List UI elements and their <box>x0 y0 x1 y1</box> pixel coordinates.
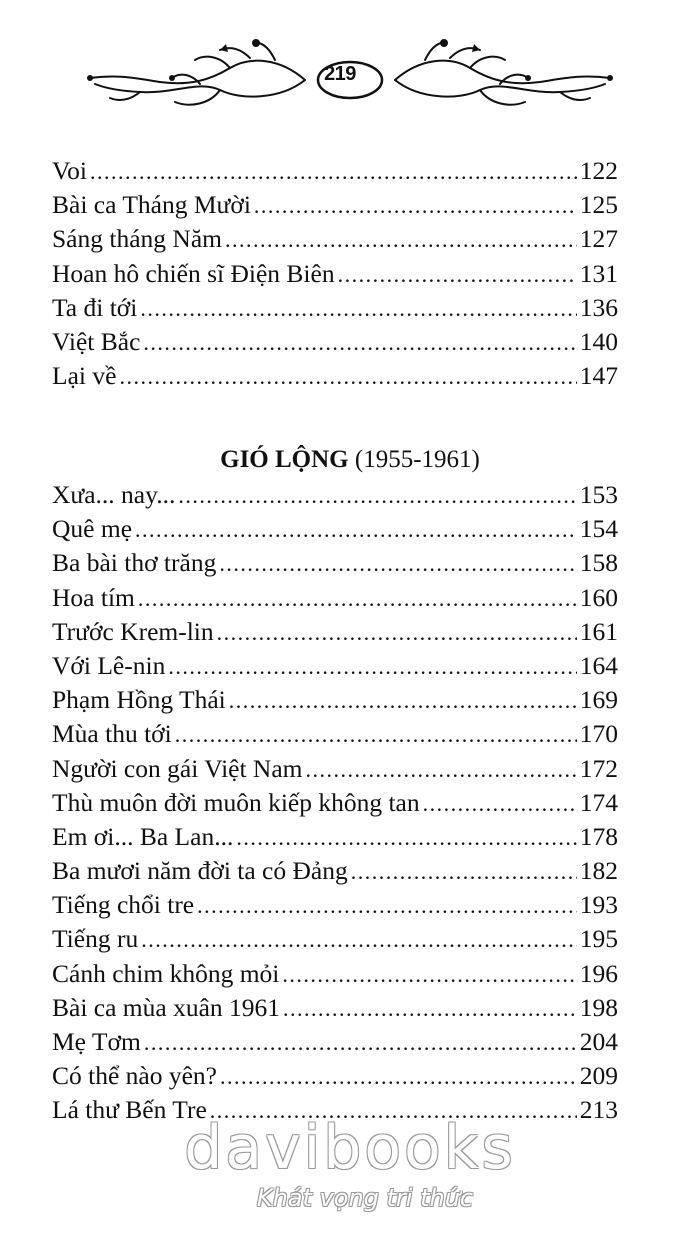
toc-entry-page: 158 <box>579 548 618 578</box>
toc-entry-page: 131 <box>579 258 618 288</box>
toc-entry-page: 182 <box>579 856 618 886</box>
toc-entry <box>52 991 618 1025</box>
toc-entry-page: 160 <box>579 582 618 612</box>
toc-entry <box>52 222 618 256</box>
section-years: (1955-1961) <box>354 446 480 473</box>
toc-entry-page: 198 <box>579 992 618 1022</box>
dot-leader <box>144 1026 577 1060</box>
toc-entry-title: Với Lê-nin <box>52 650 166 680</box>
dot-leader <box>90 155 577 189</box>
toc-entry-page: 169 <box>579 685 618 715</box>
toc-entry <box>52 820 618 854</box>
toc-entry-page: 125 <box>579 190 618 220</box>
dot-leader <box>236 821 576 855</box>
toc-entry <box>52 359 618 393</box>
dot-leader <box>338 258 577 292</box>
toc-entry-page: 193 <box>579 890 618 920</box>
toc-entry-page: 209 <box>579 1061 618 1091</box>
toc-entry <box>52 957 618 991</box>
toc-entry-page: 164 <box>579 650 618 680</box>
dot-leader <box>225 223 577 257</box>
toc-entry-title: Ba bài thơ trăng <box>52 548 217 578</box>
toc-entry <box>52 615 618 649</box>
toc-entry-title: Bài ca Tháng Mười <box>52 190 251 220</box>
toc-entry-title: Tiếng chổi tre <box>52 890 195 920</box>
toc-entry <box>52 512 618 546</box>
dot-leader <box>140 292 576 326</box>
toc-entry-title: Người con gái Việt Nam <box>52 753 303 783</box>
toc-entry-page: 170 <box>579 719 618 749</box>
toc-entry <box>52 188 618 222</box>
dot-leader <box>254 189 577 223</box>
toc-entry-title: Cánh chim không mỏi <box>52 958 280 988</box>
toc-entry-title: Lại về <box>52 361 117 391</box>
dot-leader <box>119 360 576 394</box>
toc-entry-title: Voi <box>52 156 87 185</box>
dot-leader <box>175 718 577 752</box>
dot-leader <box>283 992 577 1026</box>
toc-entry-page: 174 <box>579 787 618 817</box>
toc-entry <box>52 291 618 325</box>
dot-leader <box>141 923 577 957</box>
toc-entry-title: Hoan hô chiến sĩ Điện Biên <box>52 258 335 288</box>
toc-entry-title: Lá thư Bến Tre <box>52 1095 207 1125</box>
toc-entry-title: Tiếng ru <box>52 924 139 954</box>
dot-leader <box>197 889 577 923</box>
toc-entry <box>52 683 618 717</box>
toc-entry-page: 204 <box>579 1027 618 1056</box>
toc-entry-title: Mùa thu tới <box>52 719 172 749</box>
toc-entry-title: Xưa... nay... <box>52 480 176 509</box>
toc-entry-page: 178 <box>579 821 618 851</box>
toc-entry <box>52 717 618 751</box>
dot-leader <box>220 1060 577 1094</box>
toc-entry <box>52 478 618 512</box>
toc-entry <box>52 752 618 786</box>
toc-entry-page: 136 <box>579 292 618 322</box>
toc-entry <box>52 786 618 820</box>
toc-entry <box>52 888 618 922</box>
dot-leader <box>217 616 577 650</box>
toc-entry-title: Phạm Hồng Thái <box>52 685 226 715</box>
toc-entry <box>52 581 618 615</box>
dot-leader <box>168 650 576 684</box>
toc-entry-title: Ba mươi năm đời ta có Đảng <box>52 856 348 886</box>
toc-entry-title: Sáng tháng Năm <box>52 224 222 254</box>
dot-leader <box>229 684 577 718</box>
watermark-slogan: Khát vọng tri thức <box>256 1184 474 1212</box>
dot-leader <box>135 513 577 547</box>
watermark <box>150 1113 550 1212</box>
toc-entry-title: Có thể nào yên? <box>52 1061 217 1091</box>
toc-entry-page: 140 <box>579 326 618 356</box>
page-number: 219 <box>324 63 356 85</box>
toc-entry-title: Trước Krem-lin <box>52 616 214 646</box>
dot-leader <box>351 855 577 889</box>
dot-leader <box>306 753 577 787</box>
toc-entry-page: 153 <box>579 480 618 509</box>
toc-entry <box>52 325 618 359</box>
toc-entry <box>52 649 618 683</box>
toc-entry-title: Quê mẹ <box>52 514 133 544</box>
dot-leader <box>219 547 576 581</box>
toc-entry-title: Mẹ Tơm <box>52 1027 141 1056</box>
toc-entry <box>52 546 618 580</box>
dot-leader <box>282 958 576 992</box>
dot-leader <box>423 787 577 821</box>
toc-entry-page: 147 <box>579 361 618 391</box>
toc-entry-title: Ta đi tới <box>52 292 138 322</box>
toc-entry-title: Bài ca mùa xuân 1961 <box>52 992 281 1022</box>
toc-entry-page: 154 <box>579 514 618 544</box>
toc-entry-page: 195 <box>579 924 618 954</box>
toc-entry-page: 213 <box>579 1095 618 1125</box>
toc-entry-title: Thù muôn đời muôn kiếp không tan <box>52 787 420 817</box>
toc-entry-title: Hoa tím <box>52 582 135 612</box>
toc-entry <box>52 1025 618 1059</box>
toc-entry-page: 122 <box>579 156 618 185</box>
toc-entry-title: Em ơi... Ba Lan... <box>52 821 234 851</box>
toc-entry <box>52 154 618 188</box>
toc-entry <box>52 257 618 291</box>
dot-leader <box>138 582 577 616</box>
dot-leader <box>178 479 576 513</box>
toc-entry-title: Việt Bắc <box>52 326 141 356</box>
toc-entry-page: 161 <box>579 616 618 646</box>
toc-entry-page: 196 <box>579 958 618 988</box>
section-title: GIÓ LỘNG <box>220 446 349 473</box>
toc-section-1 <box>52 154 618 393</box>
toc-entry <box>52 1059 618 1093</box>
watermark-brand: davibooks <box>184 1113 516 1183</box>
toc-section-2 <box>52 478 618 1128</box>
section-heading <box>0 442 700 478</box>
dot-leader <box>143 326 576 360</box>
toc-entry-page: 127 <box>579 224 618 254</box>
toc-entry <box>52 854 618 888</box>
toc-entry <box>52 922 618 956</box>
toc-entry-page: 172 <box>579 753 618 783</box>
